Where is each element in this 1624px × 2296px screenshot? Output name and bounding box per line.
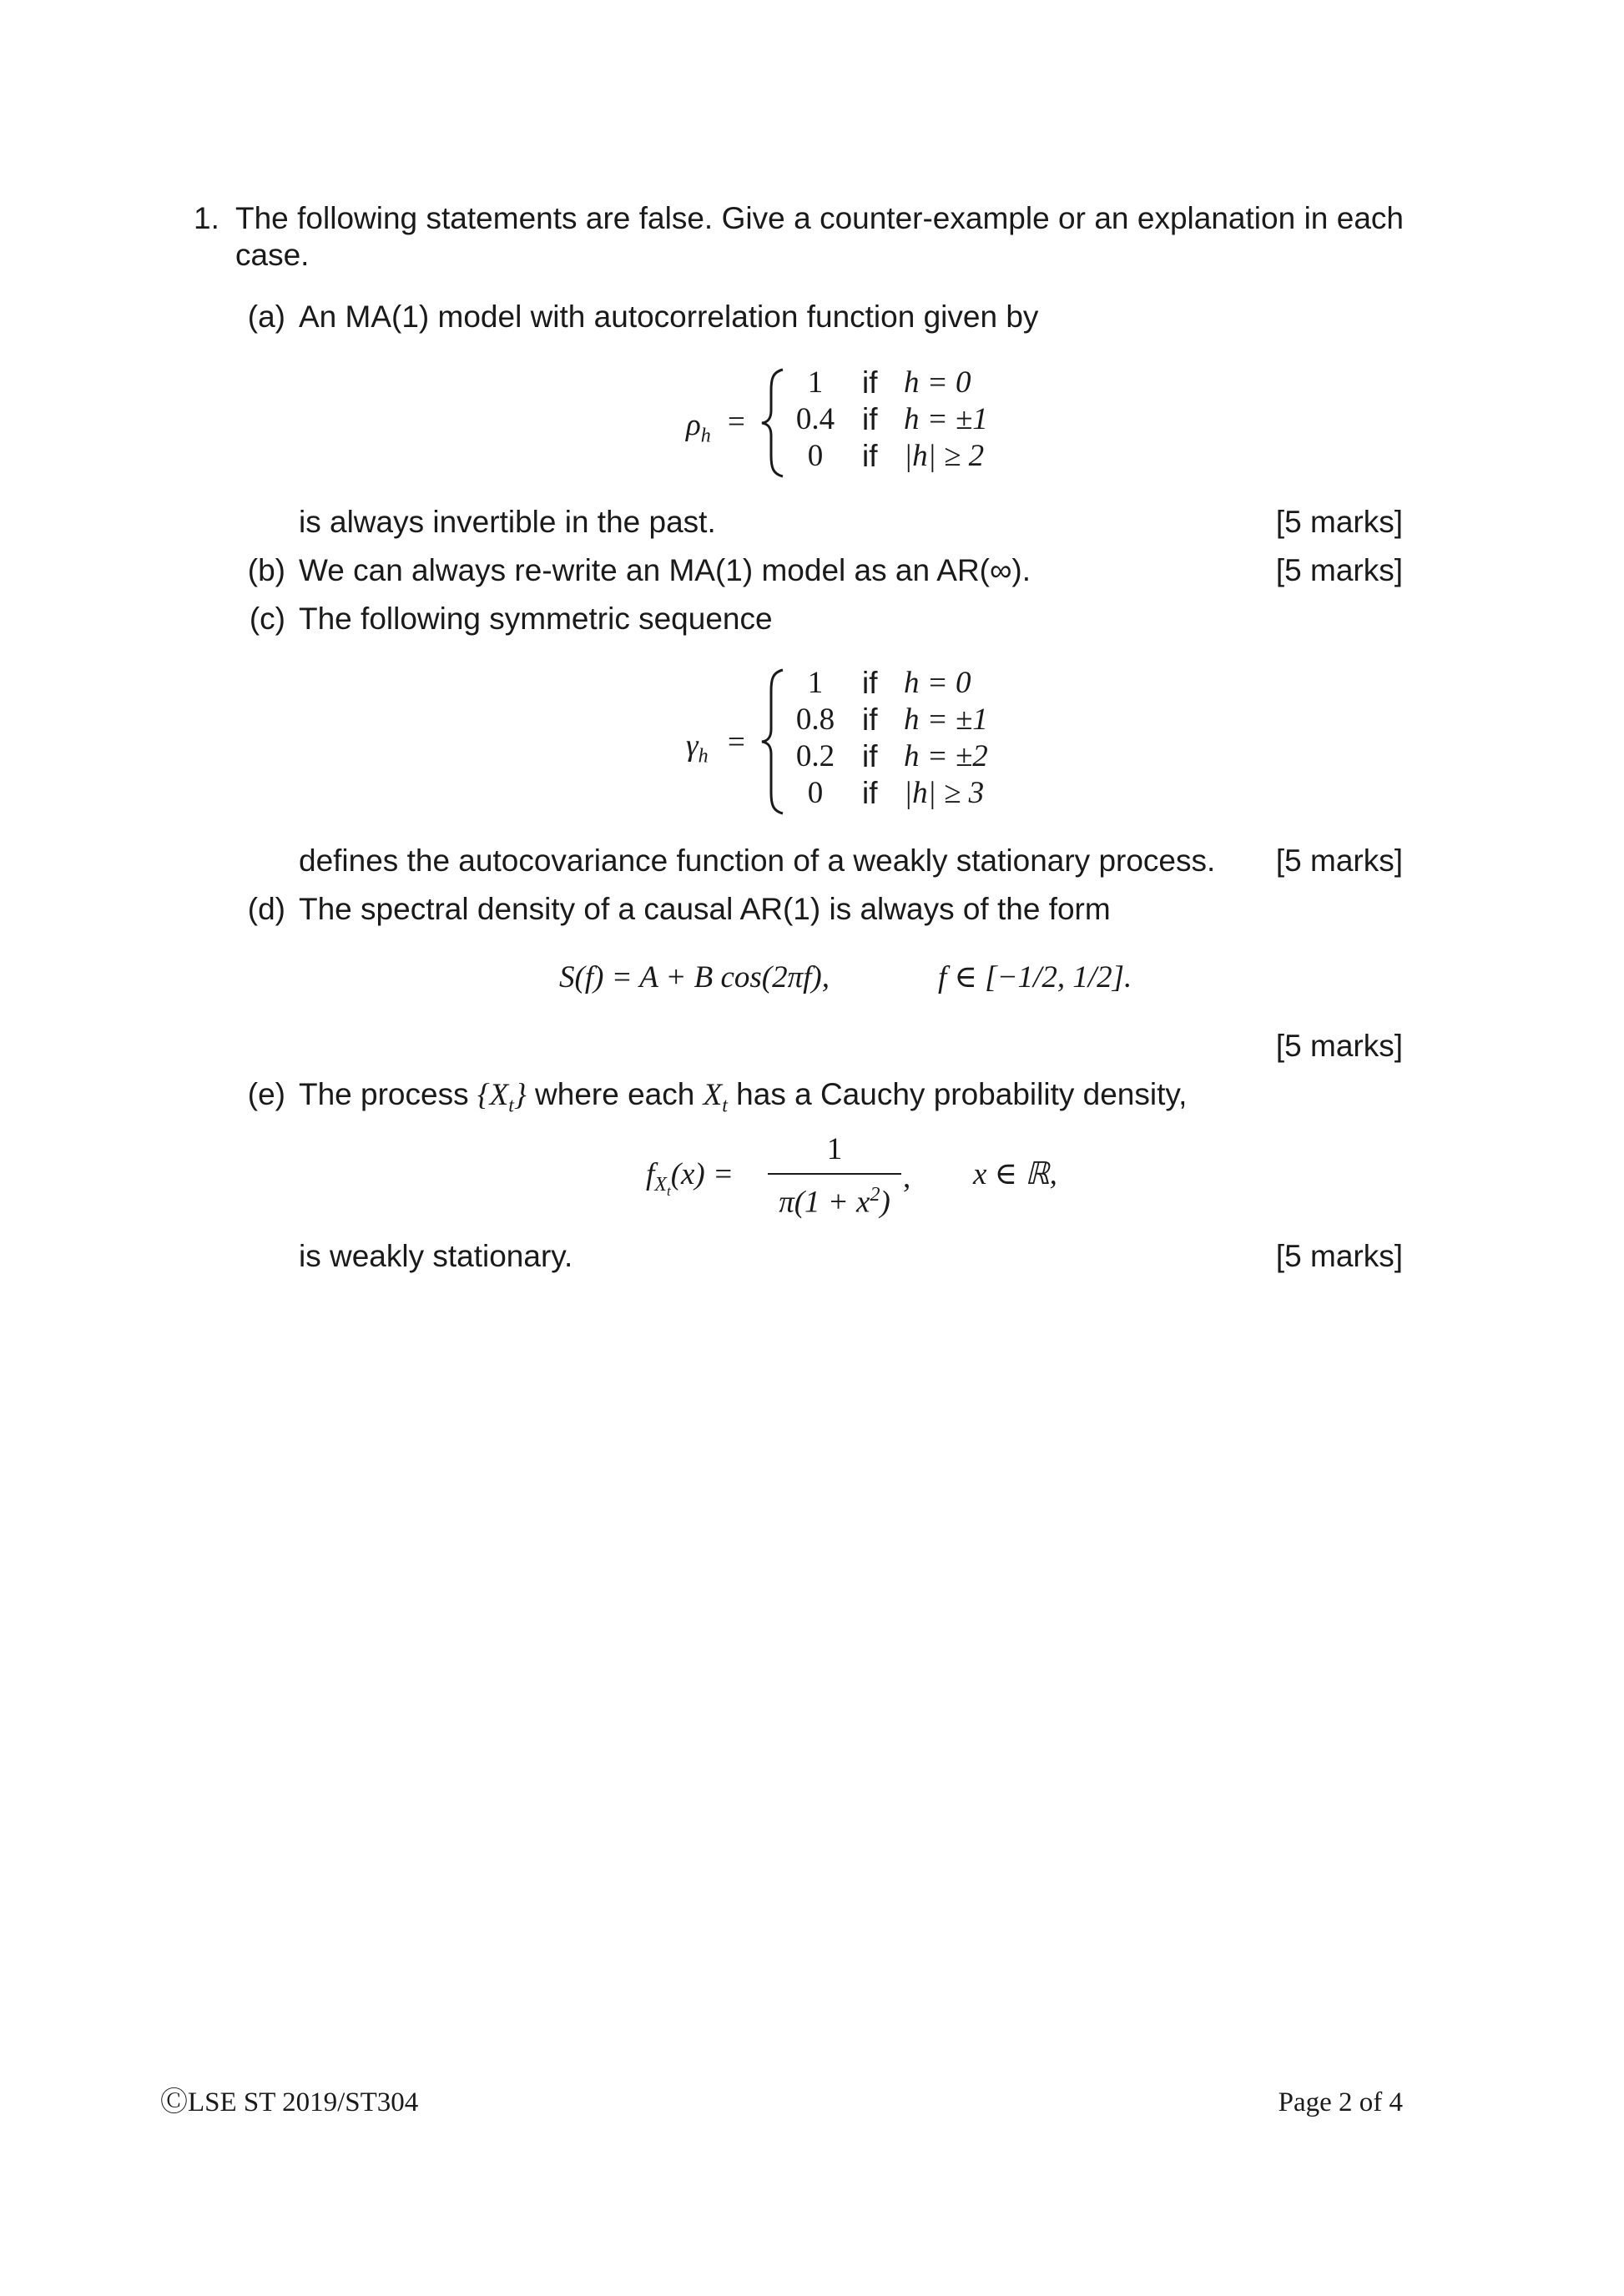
part-e-text: The process $\{X_t\}$ where each $X_t$ has a Cauchy probability density, — [299, 1077, 1188, 1117]
part-c-row1-if: if — [862, 666, 878, 700]
part-c-marks: [5 marks] — [1275, 843, 1403, 878]
part-a-row3-condition: |h| ≥ 2 — [904, 439, 985, 473]
part-b-text: We can always re-write an MA(1) model as an AR(∞). — [299, 553, 1031, 587]
part-a-row3-value: 0 — [807, 439, 824, 473]
part-c-row4-value: 0 — [807, 776, 824, 810]
part-a-row2-value: 0.4 — [795, 402, 835, 436]
part-a-row3-if: if — [862, 439, 878, 473]
part-a-row1-condition: h = 0 — [904, 365, 971, 400]
part-e-denominator: $\pi(1 + x^2)$ — [779, 1184, 890, 1220]
part-e-after: is weakly stationary. — [299, 1239, 573, 1273]
question-number: 1. — [194, 201, 219, 235]
part-e-comma: , — [903, 1161, 911, 1195]
part-c-row3-condition: h = ±2 — [904, 739, 988, 773]
question-intro-line2: case. — [235, 238, 310, 272]
footer-copyright: ⒸLSE ST 2019/ST304 — [160, 2087, 419, 2117]
part-a-marks: [5 marks] — [1275, 505, 1403, 539]
part-c-after: defines the autocovariance function of a weakly stationary process. — [299, 843, 1216, 878]
part-a-text: An MA(1) model with autocorrelation function given by — [299, 300, 1039, 334]
part-c-row3-value: 0.2 — [795, 739, 835, 773]
part-c-label: (c) — [249, 602, 285, 636]
part-a-row2-if: if — [862, 402, 878, 436]
question-intro-line1: The following statements are false. Give a counter-example or an explanation in each — [235, 201, 1404, 235]
part-d-domain: f ∈ [−1/2, 1/2]. — [938, 960, 1132, 994]
part-e-numerator: 1 — [826, 1132, 843, 1166]
part-e-lhs: $f_{X_t}(x)$ = — [646, 1157, 734, 1200]
part-a-lhs: $\rho_h$ — [686, 408, 711, 447]
part-e-label: (e) — [247, 1077, 285, 1111]
part-c-row3-if: if — [862, 739, 878, 773]
part-c-row2-condition: h = ±1 — [904, 702, 988, 737]
part-a-row1-if: if — [862, 365, 878, 400]
part-b-label: (b) — [247, 553, 285, 587]
part-c-row1-condition: h = 0 — [904, 666, 971, 700]
part-e-var: $X_t$ — [703, 1078, 728, 1117]
part-d-text: The spectral density of a causal AR(1) is always of the form — [299, 892, 1111, 926]
part-e-fraction-bar — [768, 1173, 901, 1175]
part-c-row4-if: if — [862, 776, 878, 810]
part-c-row4-condition: |h| ≥ 3 — [904, 776, 985, 810]
footer-page-number: Page 2 of 4 — [1278, 2087, 1403, 2117]
part-a-row1-value: 1 — [807, 365, 824, 400]
part-a-row2-condition: h = ±1 — [904, 402, 988, 436]
part-b-marks: [5 marks] — [1275, 553, 1403, 587]
part-c-text: The following symmetric sequence — [299, 602, 773, 636]
part-a-equals: = — [728, 405, 745, 439]
part-c-row2-value: 0.8 — [795, 702, 835, 737]
part-e-marks: [5 marks] — [1275, 1239, 1403, 1273]
part-d-label: (d) — [247, 892, 285, 926]
part-c-lhs: $\gamma_h$ — [686, 728, 709, 768]
part-a-label: (a) — [247, 300, 285, 334]
part-d-marks: [5 marks] — [1275, 1029, 1403, 1063]
part-e-domain: x ∈ ℝ, — [973, 1157, 1057, 1191]
part-c-row1-value: 1 — [807, 666, 824, 700]
part-c-equals: = — [728, 725, 745, 759]
part-a-after: is always invertible in the past. — [299, 505, 716, 539]
part-d-formula: S(f) = A + B cos(2πf), — [559, 960, 830, 994]
part-e-process: $\{X_t\}$ — [477, 1078, 527, 1117]
part-c-row2-if: if — [862, 702, 878, 737]
